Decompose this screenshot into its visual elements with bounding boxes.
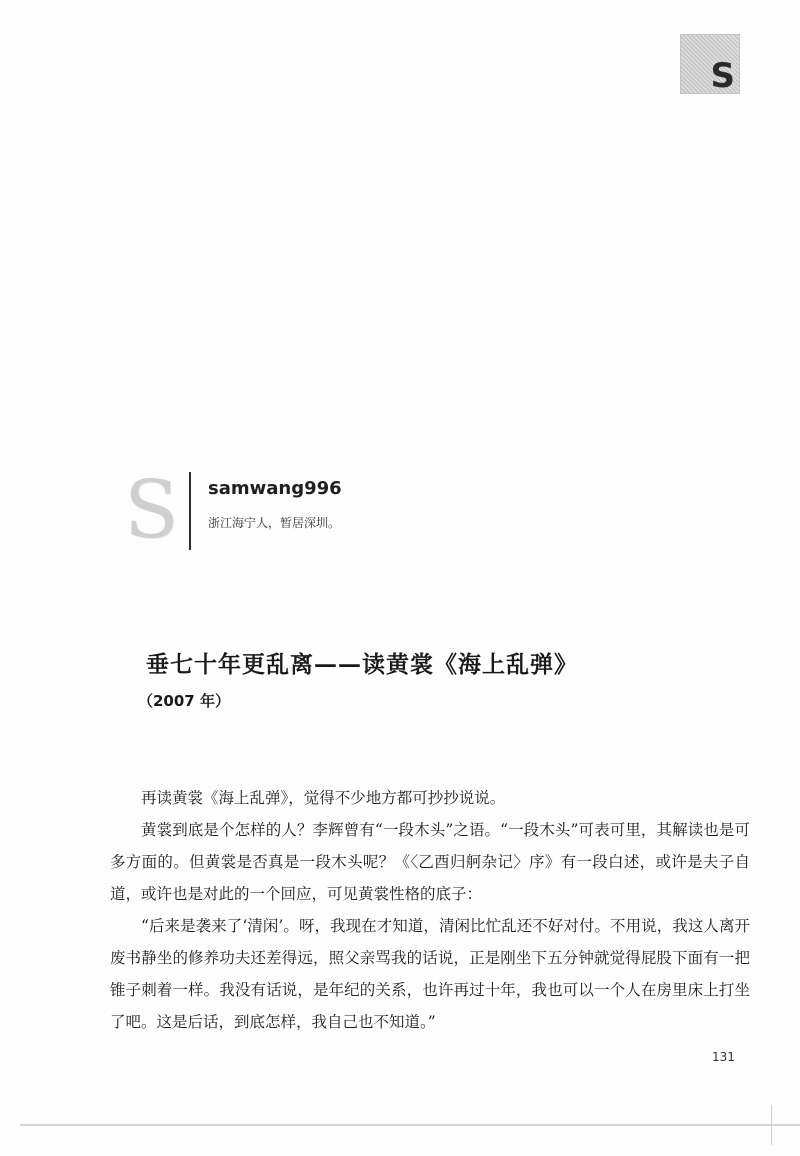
page-right-edge	[771, 1105, 772, 1145]
author-block	[124, 463, 644, 556]
article-subtitle: （2007 年）	[138, 692, 230, 710]
article-body	[110, 782, 750, 1038]
article-title: 垂七十年更乱离——读黄裳《海上乱弹》	[146, 651, 578, 678]
author-divider	[189, 472, 191, 550]
body-paragraph: “后来是袭来了‘清闲’。呀，我现在才知道，清闲比忙乱还不好对付。不用说，我这人离开废书静坐的修养功夫还差得远，照父亲骂我的话说，正是刚坐下五分钟就觉得屁股下面有一把锥子刺着一样。我没有话说，是年纪的关系，也许再过十年，我也可以一个人在房里床上打坐了吧。这是后话，到底怎样，我自己也不知道。”	[110, 917, 750, 1031]
body-paragraph: 再读黄裳《海上乱弹》，觉得不少地方都可抄抄说说。	[141, 789, 506, 807]
author-initial-letter: S	[124, 463, 179, 556]
page-bottom-edge	[20, 1124, 800, 1126]
body-paragraph: 黄裳到底是个怎样的人？李辉曾有“一段木头”之语。“一段木头”可表可里，其解读也是可多方面的。但黄裳是否真是一段木头呢？《〈乙酉归舸杂记〉序》有一段白述，或许是夫子自道，或许也是对此的一个回应，可见黄裳性格的底子：	[110, 821, 750, 903]
author-name: samwang996	[208, 478, 342, 499]
corner-badge-letter: S	[710, 56, 735, 96]
author-bio: 浙江海宁人，暂居深圳。	[208, 516, 341, 530]
page-number: 131	[712, 1050, 735, 1064]
corner-section-badge	[680, 34, 740, 94]
